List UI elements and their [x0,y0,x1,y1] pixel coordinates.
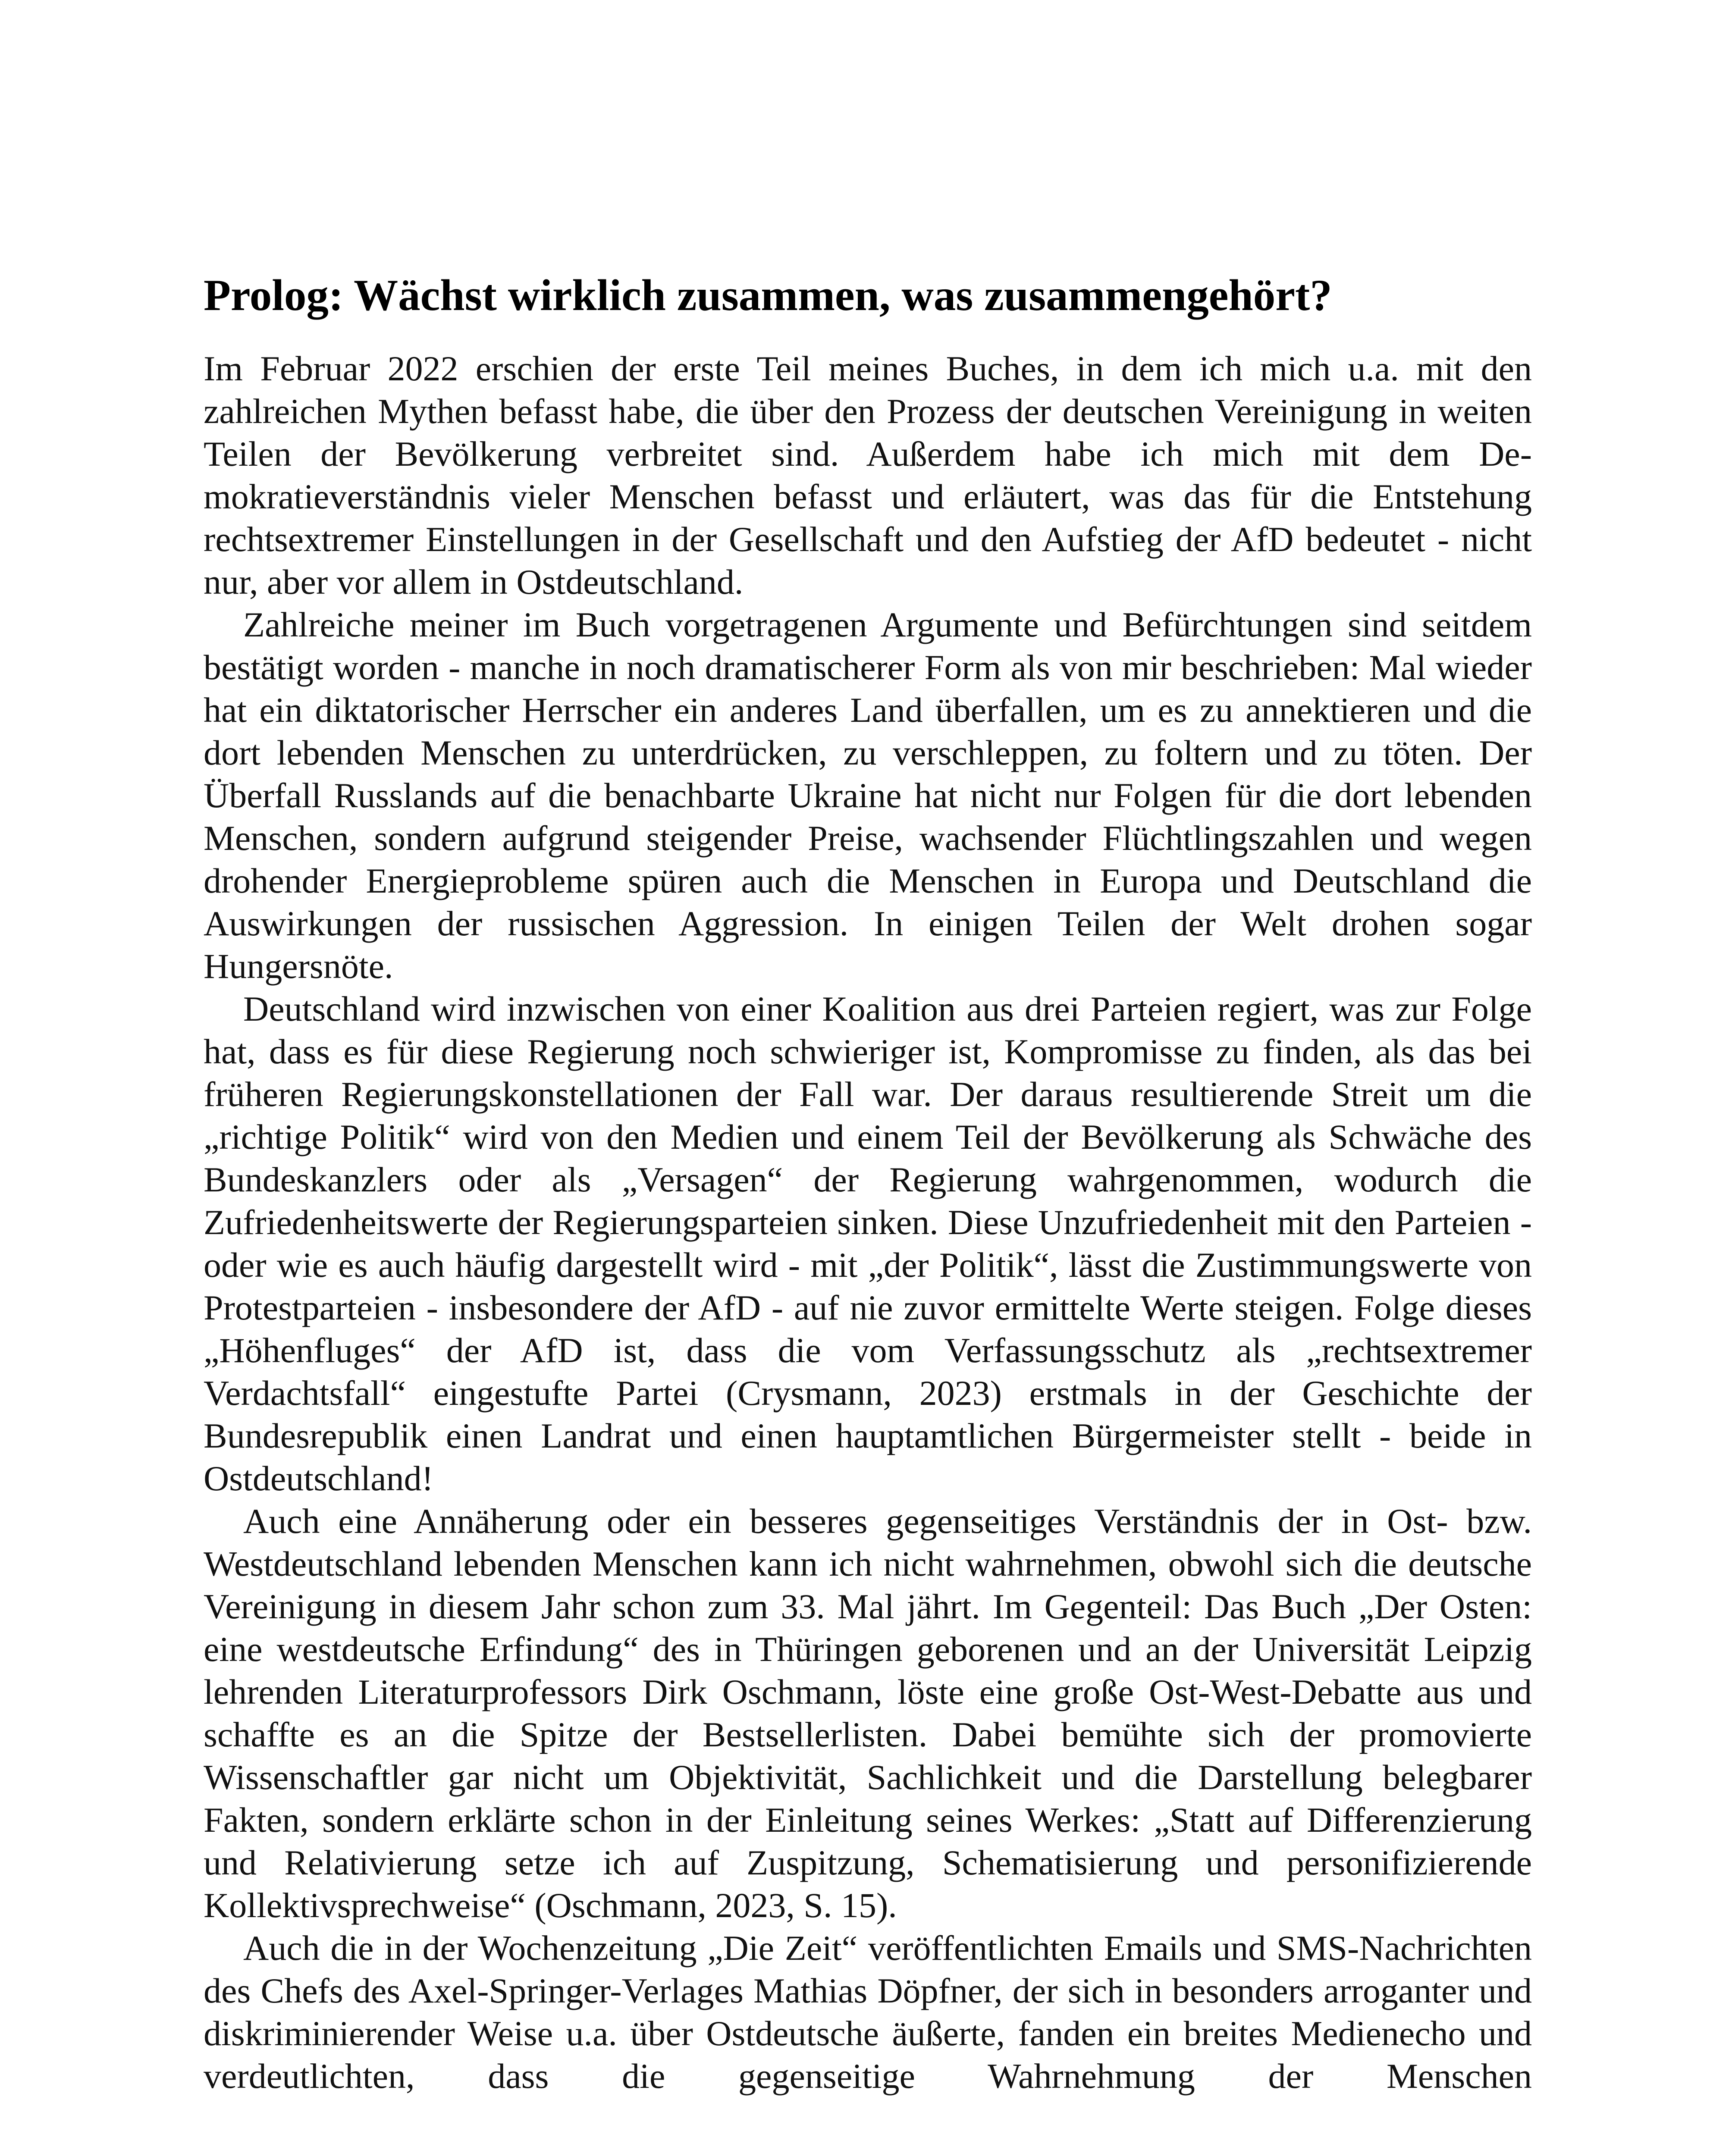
paragraph-2: Zahlreiche meiner im Buch vorgetragenen Argumente und Befürchtungen sind seitdem bestätigt worden - manche in noch dramatischerer Form als von mir beschrieben: Mal wieder hat ein diktatorischer Herrscher ein anderes Land überfallen, um es zu annektieren und die dort lebenden Menschen zu unterdrücken, zu verschleppen, zu foltern und zu töten. Der Überfall Russlands auf die benachbarte Ukraine hat nicht nur Folgen für die dort lebenden Menschen, sondern aufgrund steigender Preise, wachsender Flüchtlingszahlen und wegen drohender Energieprobleme spüren auch die Menschen in Europa und Deutschland die Auswirkungen der russischen Aggression. In einigen Teilen der Welt drohen sogar Hungersnöte. [204,605,1532,986]
paragraph-1: Im Februar 2022 erschien der erste Teil meines Buches, in dem ich mich u.a. mit den zahlreichen Mythen befasst habe, die über den Prozess der deutschen Vereinigung in weiten Teilen der Bevölkerung verbreitet sind. Außerdem habe ich mich mit dem Demokratieverständnis vieler Menschen befasst und erläutert, was das für die Entstehung rechtsextremer Einstellungen in der Gesellschaft und den Aufstieg der AfD bedeutet - nicht nur, aber vor allem in Ostdeutschland. [204,349,1532,602]
paragraph-3: Deutschland wird inzwischen von einer Koalition aus drei Parteien regiert, was zur Folge hat, dass es für diese Regierung noch schwieriger ist, Kompromisse zu finden, als das bei früheren Regierungskonstellationen der Fall war. Der daraus resultierende Streit um die „richtige Politik“ wird von den Medien und einem Teil der Bevölkerung als Schwäche des Bundeskanzlers oder als „Versagen“ der Regierung wahrgenommen, wodurch die Zufriedenheitswerte der Regierungsparteien sinken. Diese Unzufriedenheit mit den Parteien - oder wie es auch häufig dargestellt wird - mit „der Politik“, lässt die Zustimmungswerte von Protestparteien - insbesondere der AfD - auf nie zuvor ermittelte Werte steigen. Folge dieses „Höhenfluges“ der AfD ist, dass die vom Verfassungsschutz als „rechtsextremer Verdachtsfall“ eingestufte Partei (Crysmann, 2023) erstmals in der Geschichte der Bundesrepublik einen Landrat und einen hauptamtlichen Bürgermeister stellt - beide in Ostdeutschland! [204,989,1532,1498]
paragraph-4: Auch eine Annäherung oder ein besseres gegenseitiges Verständnis der in Ost- bzw. Westdeutschland lebenden Menschen kann ich nicht wahrnehmen, obwohl sich die deutsche Vereinigung in diesem Jahr schon zum 33. Mal jährt. Im Gegenteil: Das Buch „Der Osten: eine westdeutsche Erfindung“ des in Thüringen geborenen und an der Universität Leipzig lehrenden Literaturprofessors Dirk Oschmann, löste eine große Ost-West-Debatte aus und schaffte es an die Spitze der Bestsellerlisten. Dabei bemühte sich der promovierte Wissenschaftler gar nicht um Objektivität, Sachlichkeit und die Darstellung belegbarer Fakten, sondern erklärte schon in der Einleitung seines Werkes: „Statt auf Differenzierung und Relativierung setze ich auf Zuspitzung, Schematisierung und personifizierende Kollektivsprechweise“ (Oschmann, 2023, S. 15). [204,1501,1532,1925]
body-text [204,347,1532,2097]
chapter-heading: Prolog: Wächst wirklich zusammen, was zusammengehört? [204,271,1332,320]
paragraph-5: Auch die in der Wochenzeitung „Die Zeit“ veröffentlichten Emails und SMS-Nachrichten des Chefs des Axel-Springer-Verlages Mathias Döpfner, der sich in besonders arroganter und diskriminierender Weise u.a. über Ostdeutsche äußerte, fanden ein breites Medienecho und verdeutlichten, dass die gegenseitige Wahrnehmung der Menschen [204,1928,1532,2096]
